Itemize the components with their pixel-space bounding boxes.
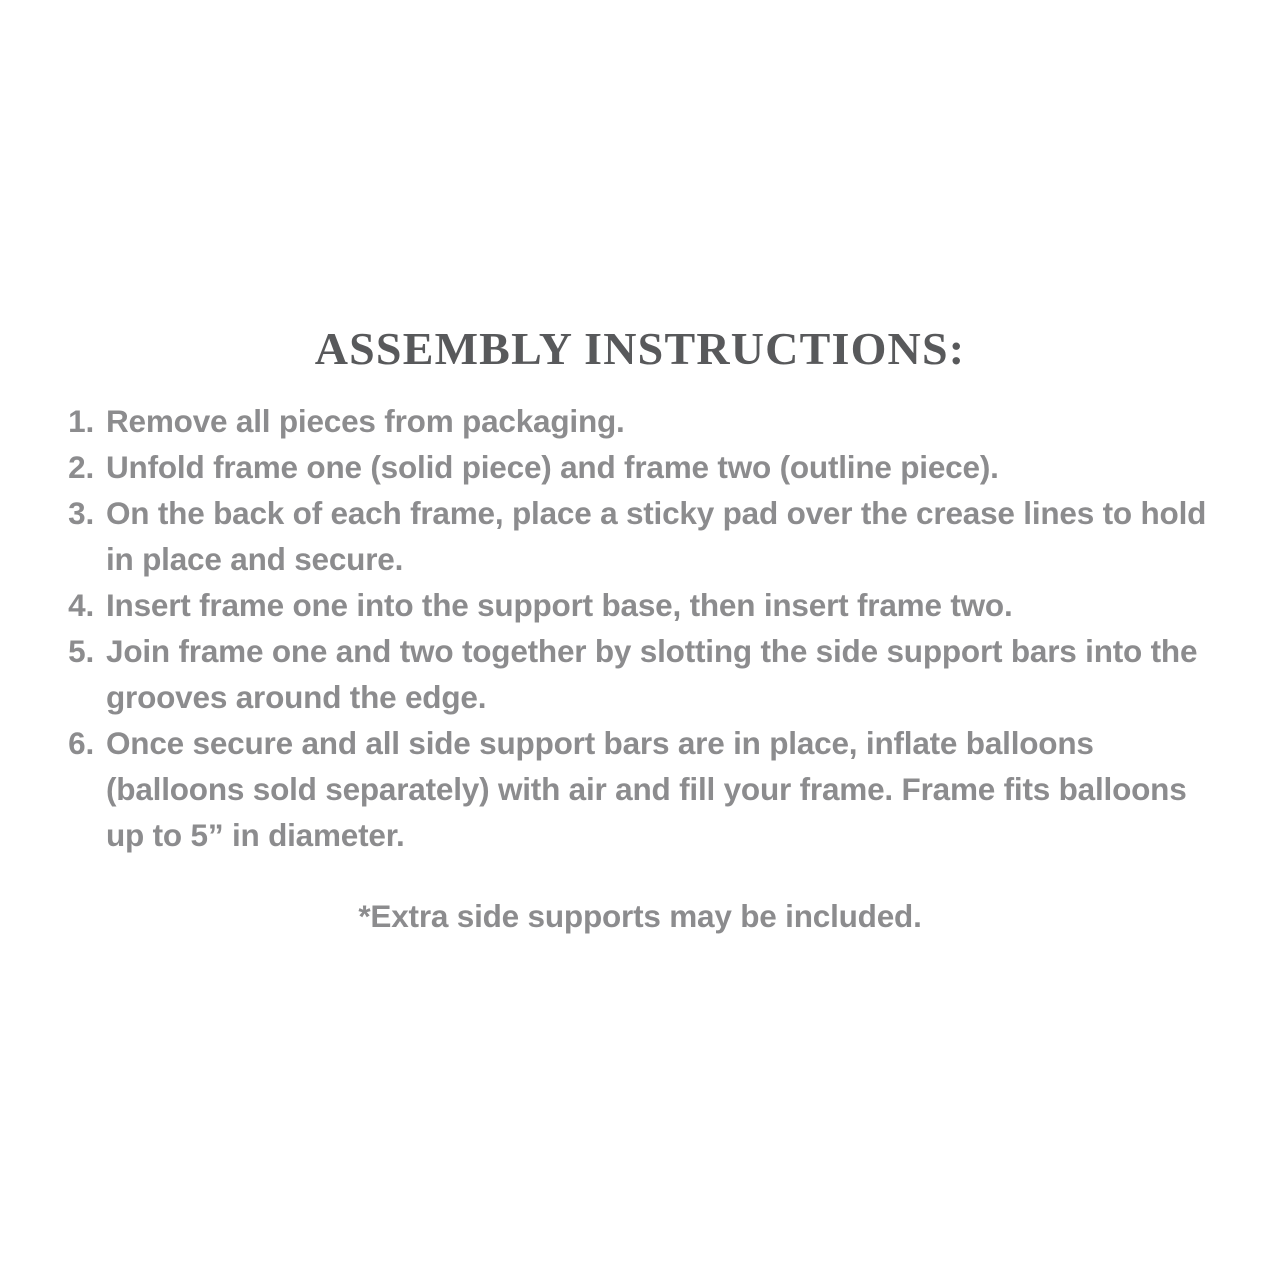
list-item bbox=[60, 628, 1230, 720]
list-item bbox=[60, 398, 1230, 444]
assembly-steps-list bbox=[60, 398, 1230, 858]
step-text: Join frame one and two together by slotting the side support bars into the grooves around the edge. bbox=[106, 633, 1198, 715]
list-item bbox=[60, 444, 1230, 490]
list-item bbox=[60, 582, 1230, 628]
list-item bbox=[60, 720, 1230, 858]
step-text: Once secure and all side support bars are in place, inflate balloons (balloons sold separately) with air and fill your frame. Frame fits balloons up to 5” in diameter. bbox=[106, 725, 1187, 853]
step-number: 2. bbox=[68, 449, 94, 485]
step-text: On the back of each frame, place a sticky pad over the crease lines to hold in place and secure. bbox=[106, 495, 1207, 577]
page-title: ASSEMBLY INSTRUCTIONS: bbox=[314, 323, 966, 374]
step-number: 6. bbox=[68, 725, 94, 761]
step-number: 1. bbox=[68, 403, 94, 439]
step-number: 5. bbox=[68, 633, 94, 669]
list-item bbox=[60, 490, 1230, 582]
step-number: 3. bbox=[68, 495, 94, 531]
step-text: Insert frame one into the support base, then insert frame two. bbox=[106, 587, 1013, 623]
step-text: Unfold frame one (solid piece) and frame two (outline piece). bbox=[106, 449, 999, 485]
footnote: *Extra side supports may be included. bbox=[358, 898, 922, 934]
step-number: 4. bbox=[68, 587, 94, 623]
step-text: Remove all pieces from packaging. bbox=[106, 403, 625, 439]
